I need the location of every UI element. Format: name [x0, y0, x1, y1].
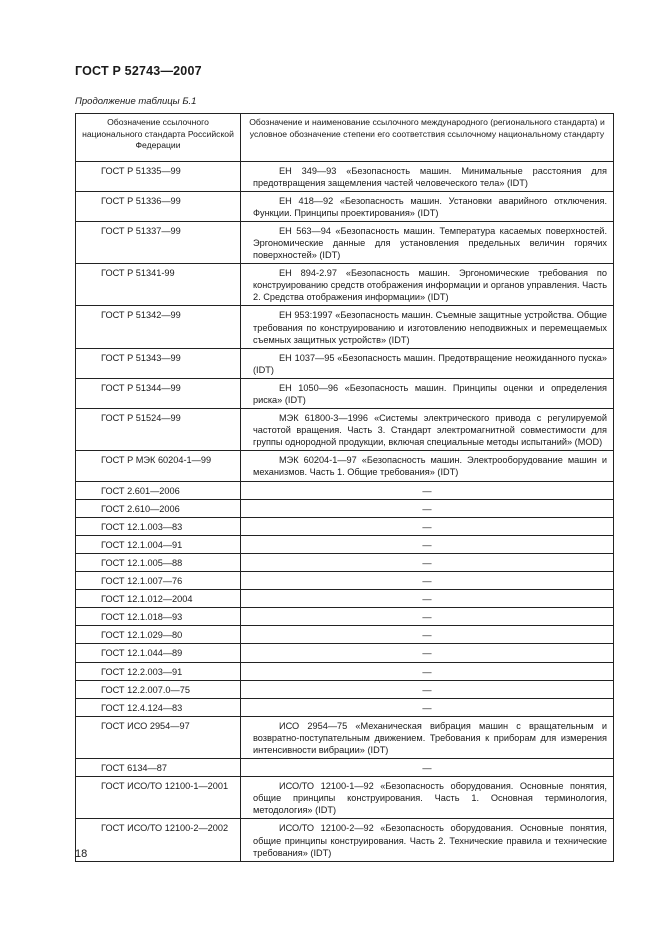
- table-row: [76, 306, 614, 348]
- no-reference-dash: —: [241, 759, 614, 777]
- international-standard-reference: ЕН 349—93 «Безопасность машин. Минимальные расстояния для предотвращения защемления частей человеческого тела» (IDT): [253, 165, 607, 188]
- national-standard-code: ГОСТ ИСО 2954—97: [76, 716, 241, 758]
- table-row: [76, 161, 614, 191]
- international-reference-cell: [241, 306, 614, 348]
- no-reference-dash: —: [241, 572, 614, 590]
- table-row: [76, 191, 614, 221]
- national-standard-code: ГОСТ Р 51336—99: [76, 191, 241, 221]
- national-standard-code: ГОСТ 2.610—2006: [76, 499, 241, 517]
- national-standard-code: ГОСТ 12.1.018—93: [76, 608, 241, 626]
- no-reference-dash: —: [241, 481, 614, 499]
- international-standard-reference: ИСО 2954—75 «Механическая вибрация машин с вращательным и возвратно-поступательным движением. Требования к приборам для измерения интенсивности вибрации» (IDT): [253, 720, 607, 755]
- international-standard-reference: ЕН 418—92 «Безопасность машин. Установки аварийного отключения. Функции. Принципы проектирования» (IDT): [253, 195, 607, 218]
- table-row: [76, 499, 614, 517]
- national-standard-code: ГОСТ 6134—87: [76, 759, 241, 777]
- international-reference-cell: [241, 161, 614, 191]
- international-reference-cell: [241, 221, 614, 263]
- no-reference-dash: —: [241, 698, 614, 716]
- table-row: [76, 481, 614, 499]
- table-caption: Продолжение таблицы Б.1: [75, 96, 197, 107]
- table-row: [76, 572, 614, 590]
- page-number: 18: [75, 848, 88, 860]
- international-standard-reference: ЕН 894-2.97 «Безопасность машин. Эргономические требования по конструированию средств отображения информации и органов управления. Часть 2. Средства отображения информации» (IDT): [253, 268, 607, 303]
- national-standard-code: ГОСТ 12.1.005—88: [76, 553, 241, 571]
- national-standard-code: ГОСТ Р 51342—99: [76, 306, 241, 348]
- national-standard-code: ГОСТ 12.4.124—83: [76, 698, 241, 716]
- international-reference-cell: [241, 264, 614, 306]
- table-row: [76, 221, 614, 263]
- no-reference-dash: —: [241, 499, 614, 517]
- international-standard-reference: МЭК 61800-3—1996 «Системы электрического привода с регулируемой частотой вращения. Часть 3. Стандарт электромагнитной совместимости для группы однородной продукции, включая специальные методы испытаний» (MOD): [253, 413, 607, 448]
- table-row: [76, 409, 614, 451]
- table-row: [76, 553, 614, 571]
- national-standard-code: ГОСТ Р МЭК 60204-1—99: [76, 451, 241, 481]
- national-standard-code: ГОСТ 2.601—2006: [76, 481, 241, 499]
- no-reference-dash: —: [241, 553, 614, 571]
- national-standard-code: ГОСТ 12.1.007—76: [76, 572, 241, 590]
- table-row: [76, 264, 614, 306]
- table-header-row: [76, 114, 614, 162]
- international-reference-cell: [241, 191, 614, 221]
- no-reference-dash: —: [241, 680, 614, 698]
- national-standard-code: ГОСТ Р 51524—99: [76, 409, 241, 451]
- international-reference-cell: [241, 819, 614, 861]
- international-standard-reference: ЕН 1037—95 «Безопасность машин. Предотвращение неожиданного пуска» (IDT): [253, 352, 607, 375]
- national-standard-code: ГОСТ 12.2.007.0—75: [76, 680, 241, 698]
- international-reference-cell: [241, 378, 614, 408]
- table-row: [76, 759, 614, 777]
- national-standard-code: ГОСТ 12.2.003—91: [76, 662, 241, 680]
- national-standard-code: ГОСТ 12.1.044—89: [76, 644, 241, 662]
- table-row: [76, 535, 614, 553]
- international-reference-cell: [241, 409, 614, 451]
- national-standard-code: ГОСТ Р 51344—99: [76, 378, 241, 408]
- national-standard-code: ГОСТ Р 51335—99: [76, 161, 241, 191]
- no-reference-dash: —: [241, 608, 614, 626]
- table-row: [76, 590, 614, 608]
- table-row: [76, 680, 614, 698]
- table-row: [76, 716, 614, 758]
- national-standard-code: ГОСТ 12.1.004—91: [76, 535, 241, 553]
- national-standard-code: ГОСТ ИСО/ТО 12100-2—2002: [76, 819, 241, 861]
- national-standard-code: ГОСТ Р 51343—99: [76, 348, 241, 378]
- document-header: ГОСТ Р 52743—2007: [75, 64, 202, 78]
- national-standard-code: ГОСТ ИСО/ТО 12100-1—2001: [76, 777, 241, 819]
- table-row: [76, 608, 614, 626]
- column-header-international: Обозначение и наименование ссылочного международного (регионального стандарта) и условное обозначение степени его соответствия ссылочному национальному стандарту: [241, 114, 614, 162]
- international-reference-cell: [241, 451, 614, 481]
- table-row: [76, 451, 614, 481]
- table-row: [76, 517, 614, 535]
- table-row: [76, 626, 614, 644]
- national-standard-code: ГОСТ Р 51341-99: [76, 264, 241, 306]
- table-row: [76, 378, 614, 408]
- international-reference-cell: [241, 348, 614, 378]
- table-row: [76, 819, 614, 861]
- table-row: [76, 777, 614, 819]
- no-reference-dash: —: [241, 626, 614, 644]
- international-reference-cell: [241, 777, 614, 819]
- international-standard-reference: ЕН 953:1997 «Безопасность машин. Съемные защитные устройства. Общие требования по конструированию и изготовлению неподвижных и перемещаемых съемных защитных устройств» (IDT): [253, 310, 607, 345]
- international-standard-reference: ЕН 563—94 «Безопасность машин. Температура касаемых поверхностей. Эргономические данные для установления предельных величин горячих поверхностей» (IDT): [253, 225, 607, 261]
- column-header-national: Обозначение ссылочного национального стандарта Российской Федерации: [76, 114, 241, 162]
- international-reference-cell: [241, 716, 614, 758]
- national-standard-code: ГОСТ Р 51337—99: [76, 221, 241, 263]
- national-standard-code: ГОСТ 12.1.003—83: [76, 517, 241, 535]
- no-reference-dash: —: [241, 535, 614, 553]
- international-standard-reference: ИСО/ТО 12100-1—92 «Безопасность оборудования. Основные понятия, общие принципы конструирования. Часть 1. Основная терминология, методология» (IDT): [253, 781, 607, 816]
- international-standard-reference: МЭК 60204-1—97 «Безопасность машин. Электрооборудование машин и механизмов. Часть 1. Общие требования» (IDT): [253, 455, 607, 478]
- reference-table: [75, 113, 614, 862]
- no-reference-dash: —: [241, 590, 614, 608]
- international-standard-reference: ЕН 1050—96 «Безопасность машин. Принципы оценки и определения риска» (IDT): [253, 382, 607, 405]
- table-row: [76, 644, 614, 662]
- table-row: [76, 348, 614, 378]
- national-standard-code: ГОСТ 12.1.029—80: [76, 626, 241, 644]
- no-reference-dash: —: [241, 662, 614, 680]
- no-reference-dash: —: [241, 517, 614, 535]
- international-standard-reference: ИСО/ТО 12100-2—92 «Безопасность оборудования. Основные понятия, общие принципы конструирования. Часть 2. Технические правила и технические требования» (IDT): [253, 823, 607, 858]
- national-standard-code: ГОСТ 12.1.012—2004: [76, 590, 241, 608]
- table-row: [76, 698, 614, 716]
- no-reference-dash: —: [241, 644, 614, 662]
- table-row: [76, 662, 614, 680]
